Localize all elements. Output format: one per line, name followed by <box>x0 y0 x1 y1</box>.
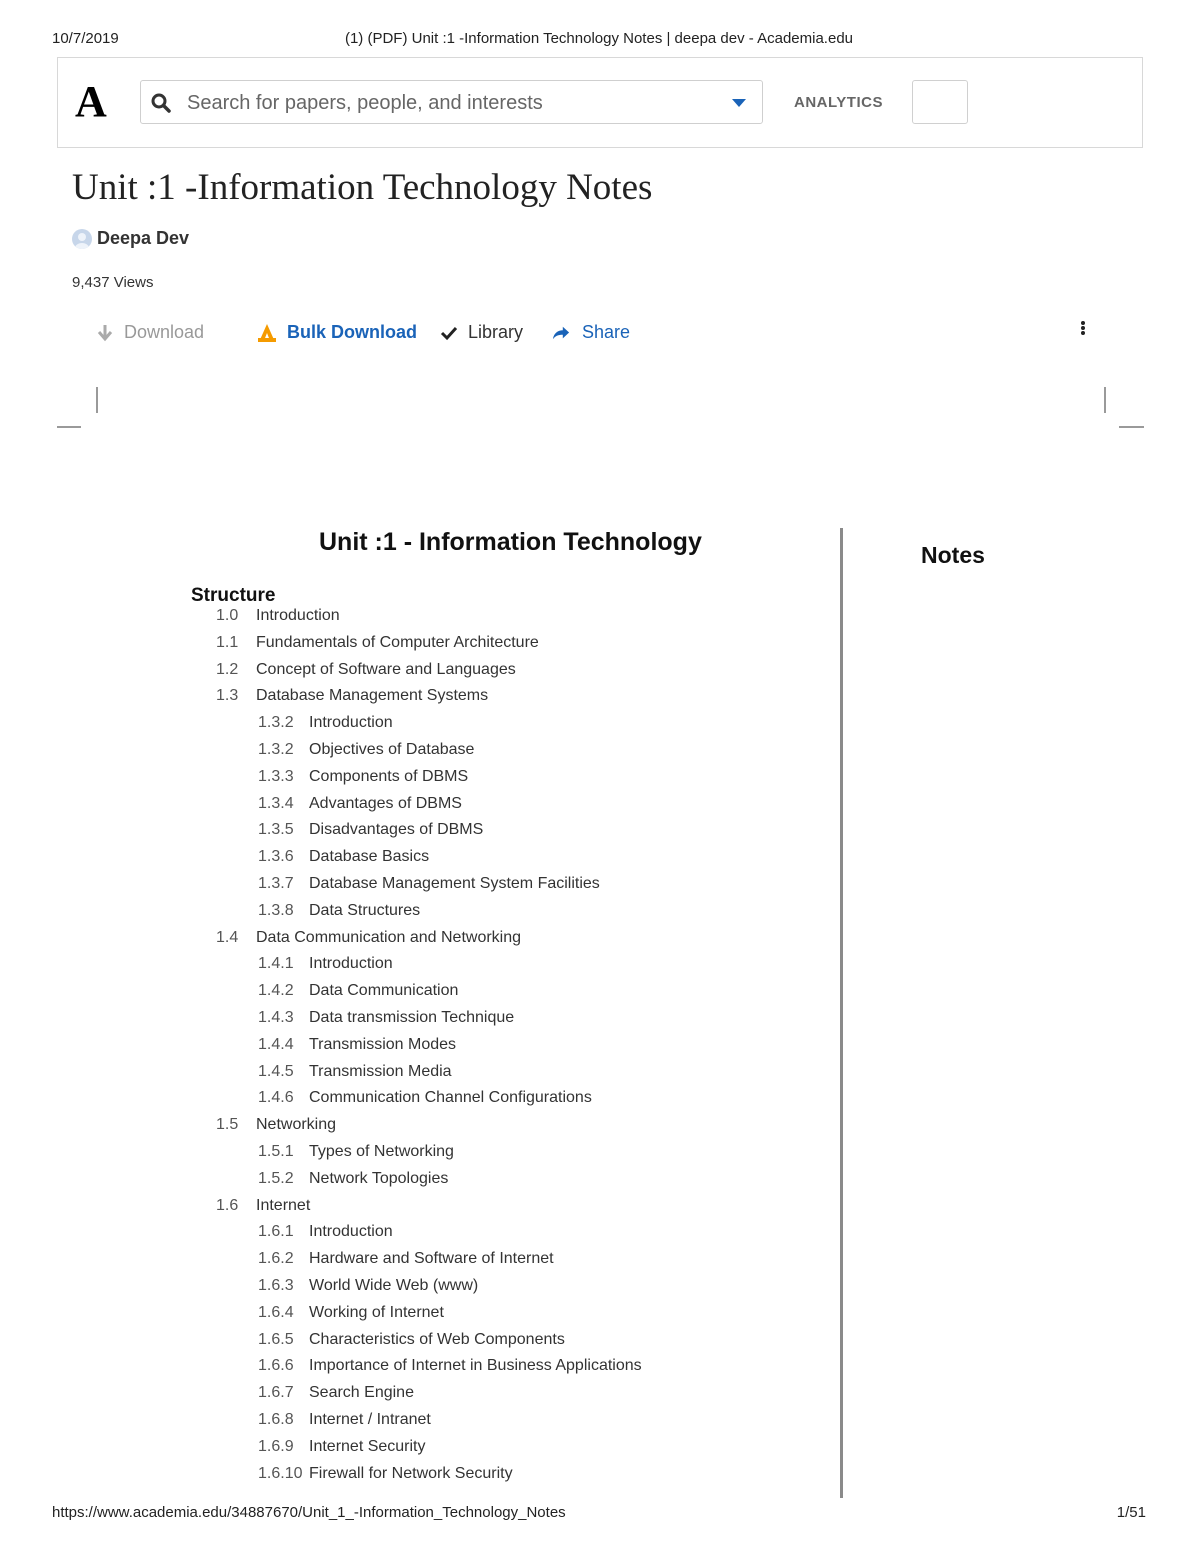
toc-item-number: 1.3 <box>216 687 239 704</box>
print-date: 10/7/2019 <box>52 30 119 47</box>
unit-heading: Unit :1 - Information Technology <box>319 528 702 556</box>
toc-item-number: 1.6.7 <box>258 1384 294 1401</box>
toc-item-text: Database Management Systems <box>256 687 489 704</box>
toc-item-text: Network Topologies <box>309 1170 449 1187</box>
notes-label: Notes <box>921 542 985 568</box>
checkmark-icon <box>440 324 458 342</box>
toc-item-text: Internet / Intranet <box>309 1411 431 1428</box>
print-url: https://www.academia.edu/34887670/Unit_1_-Information_Technology_Notes <box>52 1504 566 1521</box>
toc-item-text: Firewall for Network Security <box>309 1465 513 1482</box>
toc-item-text: Introduction <box>309 714 393 731</box>
share-arrow-icon <box>552 324 570 342</box>
toc-item-number: 1.4.4 <box>258 1036 294 1053</box>
toc-item-text: Importance of Internet in Business Applications <box>309 1357 642 1374</box>
toc-item-number: 1.3.8 <box>258 902 294 919</box>
toc-item-text: Characteristics of Web Components <box>309 1331 565 1348</box>
document-title: Unit :1 -Information Technology Notes <box>72 167 653 208</box>
search-input[interactable] <box>185 87 709 119</box>
toc-item-text: Data Communication and Networking <box>256 929 522 946</box>
toc-item-text: Data transmission Technique <box>309 1009 515 1026</box>
toc-item-number: 1.4.2 <box>258 982 294 999</box>
toc-item-number: 1.4.6 <box>258 1089 294 1106</box>
toc-item-text: Introduction <box>256 607 340 624</box>
toc-item-text: Transmission Media <box>309 1063 452 1080</box>
toc-item-number: 1.2 <box>216 661 239 678</box>
toc-item-number: 1.4.3 <box>258 1009 294 1026</box>
toc-item-text: Internet <box>256 1197 311 1214</box>
toc-item-number: 1.0 <box>216 607 239 624</box>
top-navbar <box>57 57 1143 148</box>
toc-item-number: 1.6.5 <box>258 1331 294 1348</box>
share-label: Share <box>582 322 631 342</box>
download-label: Download <box>124 322 205 342</box>
toc-item-number: 1.6.3 <box>258 1277 294 1294</box>
column-divider <box>840 528 843 1498</box>
toc-item-number: 1.6.2 <box>258 1250 294 1267</box>
toc-item-number: 1.3.5 <box>258 821 294 838</box>
bulk-download-label: Bulk Download <box>287 322 417 342</box>
view-count: 9,437 Views <box>72 274 154 291</box>
toc-item-number: 1.6.9 <box>258 1438 294 1455</box>
toc-item-text: Data Communication <box>309 982 459 999</box>
toc-item-text: Communication Channel Configurations <box>309 1089 592 1106</box>
toc-item-text: Concept of Software and Languages <box>256 661 516 678</box>
toc-item-number: 1.5 <box>216 1116 239 1133</box>
toc-item-text: Components of DBMS <box>309 768 469 785</box>
toc-item-number: 1.3.7 <box>258 875 294 892</box>
toc-item-text: Advantages of DBMS <box>309 795 462 812</box>
toc-item-text: World Wide Web (www) <box>309 1277 479 1294</box>
toc-item-number: 1.3.4 <box>258 795 294 812</box>
toc-item-text: Database Basics <box>309 848 430 865</box>
toc-item-number: 1.5.1 <box>258 1143 294 1160</box>
viewer-corner-left-horizontal <box>57 426 81 428</box>
toc-item-number: 1.6.10 <box>258 1465 303 1482</box>
toc-item-number: 1.6.6 <box>258 1357 294 1374</box>
toc-item-number: 1.6.4 <box>258 1304 294 1321</box>
print-page-title: (1) (PDF) Unit :1 -Information Technology Notes | deepa dev - Academia.edu <box>344 30 854 47</box>
toc-item-number: 1.4 <box>216 929 239 946</box>
toc-item-text: Working of Internet <box>309 1304 444 1321</box>
user-avatar-icon <box>72 229 92 249</box>
toc-item-text: Database Management System Facilities <box>309 875 600 892</box>
toc-item-text: Objectives of Database <box>309 741 475 758</box>
author-name[interactable]: Deepa Dev <box>97 228 190 248</box>
structure-label: Structure <box>191 585 276 606</box>
search-bar[interactable] <box>140 80 763 124</box>
toc-item-number: 1.6.8 <box>258 1411 294 1428</box>
library-label: Library <box>468 322 524 342</box>
toc-item-number: 1.6.1 <box>258 1223 294 1240</box>
search-icon <box>151 93 171 113</box>
toc-item-text: Fundamentals of Computer Architecture <box>256 634 539 651</box>
action-bar <box>96 320 1096 346</box>
academia-logo[interactable]: A <box>75 77 107 126</box>
academia-logo-icon <box>258 324 276 342</box>
print-header <box>52 30 1146 50</box>
toc-item-number: 1.6 <box>216 1197 239 1214</box>
toc-item-number: 1.1 <box>216 634 239 651</box>
toc-item-text: Types of Networking <box>309 1143 454 1160</box>
download-arrow-icon <box>96 324 114 342</box>
toc-item-number: 1.3.6 <box>258 848 294 865</box>
toc-item-text: Data Structures <box>309 902 421 919</box>
print-page-number: 1/51 <box>1116 1504 1146 1521</box>
toc-item-text: Internet Security <box>309 1438 426 1455</box>
toc-item-text: Disadvantages of DBMS <box>309 821 484 838</box>
user-menu-button[interactable] <box>912 80 968 124</box>
print-footer <box>52 1504 1146 1524</box>
toc-item-number: 1.5.2 <box>258 1170 294 1187</box>
toc-item-number: 1.4.5 <box>258 1063 294 1080</box>
toc-item-text: Hardware and Software of Internet <box>309 1250 554 1267</box>
toc-item-text: Transmission Modes <box>309 1036 457 1053</box>
toc-item-number: 1.4.1 <box>258 955 294 972</box>
toc-item-number: 1.3.2 <box>258 714 294 731</box>
toc-item-text: Introduction <box>309 1223 393 1240</box>
toc-item-number: 1.3.2 <box>258 741 294 758</box>
toc-item-number: 1.3.3 <box>258 768 294 785</box>
viewer-corner-left-vertical <box>96 387 98 413</box>
toc-item-text: Networking <box>256 1116 337 1133</box>
analytics-link[interactable]: ANALYTICS <box>794 94 883 111</box>
toc-item-text: Introduction <box>309 955 393 972</box>
viewer-corner-right-horizontal <box>1119 426 1144 428</box>
more-vertical-icon[interactable] <box>1076 318 1090 340</box>
toc-item-text: Search Engine <box>309 1384 414 1401</box>
viewer-corner-right-vertical <box>1104 387 1106 413</box>
chevron-down-icon[interactable] <box>732 98 746 108</box>
